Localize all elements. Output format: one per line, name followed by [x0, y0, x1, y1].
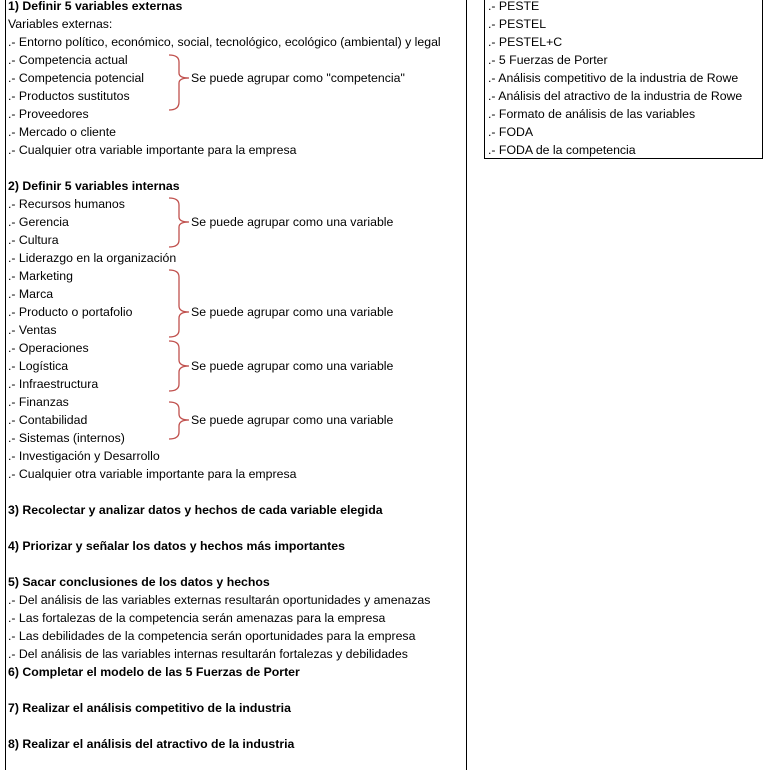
- list-item: .- Recursos humanos: [8, 197, 125, 211]
- step-8-heading: 8) Realizar el análisis del atractivo de la industria: [8, 737, 295, 751]
- list-item: .- Del análisis de las variables externas resultarán oportunidades y amenazas: [8, 593, 431, 607]
- list-item: .- Competencia actual: [8, 53, 128, 67]
- list-item: .- Marca: [8, 287, 54, 301]
- reference-item: .- Análisis del atractivo de la industria de Rowe: [488, 89, 743, 103]
- note-competencia: Se puede agrupar como "competencia": [191, 71, 405, 85]
- list-item: .- Productos sustitutos: [8, 89, 130, 103]
- list-item: .- Cualquier otra variable importante para la empresa: [8, 143, 297, 157]
- list-item: .- Infraestructura: [8, 377, 99, 391]
- list-item: .- Liderazgo en la organización: [8, 251, 177, 265]
- step-7-heading: 7) Realizar el análisis competitivo de la industria: [8, 701, 291, 715]
- list-item: .- Contabilidad: [8, 413, 88, 427]
- list-item: .- Cualquier otra variable importante para la empresa: [8, 467, 297, 481]
- brace-rrhh: [169, 198, 189, 247]
- list-item: .- Las fortalezas de la competencia serán amenazas para la empresa: [8, 611, 386, 625]
- brace-competencia: [169, 55, 189, 110]
- list-item: .- Logística: [8, 359, 69, 373]
- step-6-heading: 6) Completar el modelo de las 5 Fuerzas de Porter: [8, 665, 300, 679]
- note-grupo-marketing: Se puede agrupar como una variable: [191, 305, 394, 319]
- note-grupo-rrhh: Se puede agrupar como una variable: [191, 215, 394, 229]
- list-item: .- Mercado o cliente: [8, 125, 116, 139]
- reference-item: .- FODA de la competencia: [488, 143, 636, 157]
- brace-finanzas: [169, 402, 189, 439]
- list-item: .- Proveedores: [8, 107, 89, 121]
- step-3-heading: 3) Recolectar y analizar datos y hechos de cada variable elegida: [8, 503, 383, 517]
- list-item: .- Investigación y Desarrollo: [8, 449, 160, 463]
- reference-item: .- Formato de análisis de las variables: [488, 107, 696, 121]
- step-1-heading: 1) Definir 5 variables externas: [8, 0, 183, 13]
- reference-item: .- Análisis competitivo de la industria de Rowe: [488, 71, 739, 85]
- list-item: .- Entorno político, económico, social, tecnológico, ecológico (ambiental) y legal: [8, 35, 441, 49]
- list-item: .- Sistemas (internos): [8, 431, 125, 445]
- brace-marketing: [169, 270, 189, 337]
- note-grupo-finanzas: Se puede agrupar como una variable: [191, 413, 394, 427]
- list-item: .- Gerencia: [8, 215, 69, 229]
- list-item: .- Producto o portafolio: [8, 305, 133, 319]
- reference-item: .- FODA: [488, 125, 534, 139]
- step-2-heading: 2) Definir 5 variables internas: [8, 179, 180, 193]
- list-item: .- Finanzas: [8, 395, 69, 409]
- step-4-heading: 4) Priorizar y señalar los datos y hechos más importantes: [8, 539, 345, 553]
- list-item: .- Operaciones: [8, 341, 89, 355]
- list-item: .- Del análisis de las variables internas resultarán fortalezas y debilidades: [8, 647, 408, 661]
- reference-item: .- 5 Fuerzas de Porter: [488, 53, 608, 67]
- reference-item: .- PESTEL: [488, 17, 547, 31]
- reference-item: .- PESTE: [488, 0, 540, 13]
- list-item: .- Ventas: [8, 323, 57, 337]
- list-item: Variables externas:: [8, 17, 113, 31]
- list-item: .- Las debilidades de la competencia serán oportunidades para la empresa: [8, 629, 416, 643]
- list-item: .- Cultura: [8, 233, 59, 247]
- list-item: .- Marketing: [8, 269, 73, 283]
- brace-operaciones: [169, 341, 189, 391]
- list-item: .- Competencia potencial: [8, 71, 145, 85]
- note-grupo-operaciones: Se puede agrupar como una variable: [191, 359, 394, 373]
- reference-item: .- PESTEL+C: [488, 35, 563, 49]
- step-5-heading: 5) Sacar conclusiones de los datos y hechos: [8, 575, 270, 589]
